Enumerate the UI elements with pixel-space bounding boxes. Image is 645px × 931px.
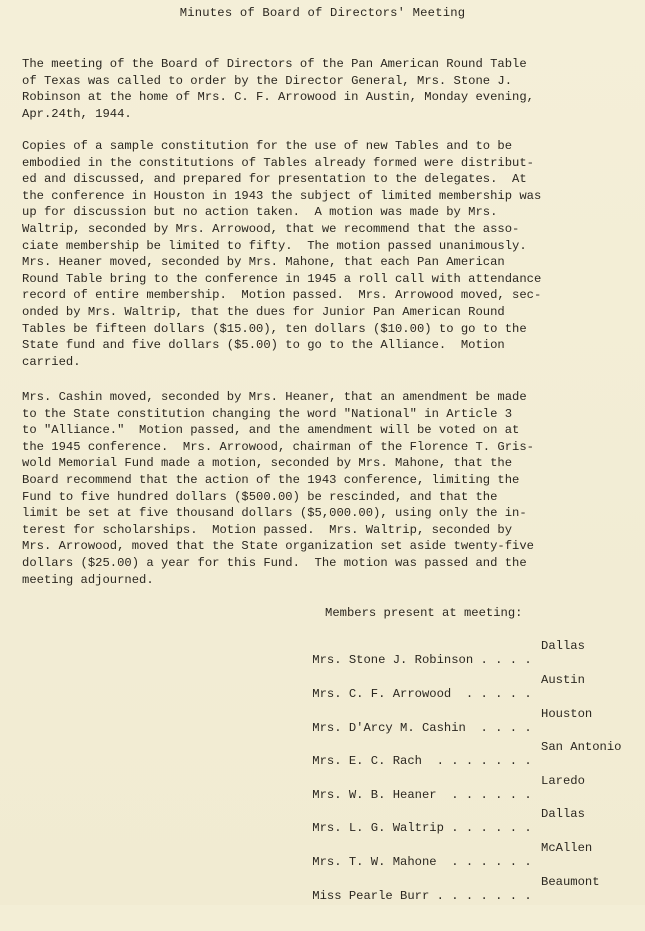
member-city: San Antonio <box>541 740 622 754</box>
member-name: Mrs. D'Arcy M. Cashin <box>312 721 466 735</box>
member-name: Mrs. Stone J. Robinson <box>312 653 474 667</box>
member-name: Mrs. C. F. Arrowood <box>312 687 452 701</box>
leader-dots: . . . . . . . <box>429 889 532 903</box>
leader-dots: . . . . . . <box>436 855 532 869</box>
paragraph-line: Robinson at the home of Mrs. C. F. Arrowood in Austin, Monday evening, <box>22 90 534 105</box>
leader-dots: . . . . . . <box>436 788 532 802</box>
paragraph-line: ed and discussed, and prepared for presentation to the delegates. At <box>22 172 527 187</box>
paragraph-line: The meeting of the Board of Directors of the Pan American Round Table <box>22 57 527 71</box>
member-city: Laredo <box>541 774 585 788</box>
leader-dots: . . . . . . <box>443 821 532 835</box>
paragraph-line: meeting adjourned. <box>22 572 154 587</box>
paragraph-line: the conference in Houston in 1943 the subject of limited membership was <box>22 188 542 203</box>
paragraph-line: wold Memorial Fund made a motion, seconded by Mrs. Mahone, that the <box>22 456 513 471</box>
member-name: Mrs. E. C. Rach <box>312 754 422 768</box>
member-row <box>283 875 643 903</box>
paragraph-line: Fund to five hundred dollars ($500.00) be rescinded, and that the <box>22 489 498 504</box>
member-row <box>283 639 643 667</box>
member-row <box>283 841 643 869</box>
paragraph-line: State fund and five dollars ($5.00) to go to the Alliance. Motion <box>22 338 505 353</box>
paragraph-meeting-opening <box>22 56 622 122</box>
member-row <box>283 673 643 701</box>
paragraph-line: terest for scholarships. Motion passed. Mrs. Waltrip, seconded by <box>22 522 513 537</box>
paragraph-line: Waltrip, seconded by Mrs. Arrowood, that we recommend that the asso- <box>22 221 520 236</box>
paragraph-line: limit be set at five thousand dollars ($5,000.00), using only the in- <box>22 506 527 521</box>
paragraph-line: to the State constitution changing the word "National" in Article 3 <box>22 406 513 421</box>
paragraph-line: record of entire membership. Motion passed. Mrs. Arrowood moved, sec- <box>22 288 542 303</box>
paragraph-line: Board recommend that the action of the 1943 conference, limiting the <box>22 472 520 487</box>
leader-dots: . . . . . <box>451 687 532 701</box>
paragraph-line: of Texas was called to order by the Director General, Mrs. Stone J. <box>22 73 513 88</box>
leader-dots: . . . . <box>473 653 532 667</box>
leader-dots: . . . . . . . <box>421 754 532 768</box>
member-row <box>283 774 643 802</box>
paragraph-line: Apr.24th, 1944. <box>22 106 132 121</box>
paragraph-line: Copies of a sample constitution for the use of new Tables and to be <box>22 139 513 153</box>
member-city: Beaumont <box>541 875 600 889</box>
paragraph-line: ciate membership be limited to fifty. The motion passed unanimously. <box>22 238 527 253</box>
paragraph-line: Round Table bring to the conference in 1945 a roll call with attendance <box>22 271 542 286</box>
paragraph-line: embodied in the constitutions of Tables already formed were distribut- <box>22 155 534 170</box>
member-city: Houston <box>541 707 593 721</box>
paragraph-amendment-motions <box>22 389 622 588</box>
member-city: McAllen <box>541 841 593 855</box>
member-city: Austin <box>541 673 585 687</box>
paragraph-constitution-motions <box>22 138 622 370</box>
member-name: Mrs. L. G. Waltrip <box>312 821 444 835</box>
member-row <box>283 740 643 768</box>
paragraph-line: up for discussion but no action taken. A motion was made by Mrs. <box>22 205 498 220</box>
paragraph-line: Mrs. Heaner moved, seconded by Mrs. Mahone, that each Pan American <box>22 255 505 270</box>
member-city: Dallas <box>541 639 585 653</box>
member-name: Mrs. T. W. Mahone <box>312 855 437 869</box>
paragraph-line: the 1945 conference. Mrs. Arrowood, chairman of the Florence T. Gris- <box>22 439 534 454</box>
member-city: Dallas <box>541 807 585 821</box>
members-heading: Members present at meeting: <box>325 606 523 620</box>
member-name: Mrs. W. B. Heaner <box>312 788 437 802</box>
document-title: Minutes of Board of Directors' Meeting <box>179 6 466 20</box>
paragraph-line: carried. <box>22 354 81 369</box>
paragraph-line: Mrs. Arrowood, moved that the State organization set aside twenty-five <box>22 539 534 554</box>
paragraph-line: dollars ($25.00) a year for this Fund. The motion was passed and the <box>22 555 527 570</box>
paragraph-line: Tables be fifteen dollars ($15.00), ten dollars ($10.00) to go to the <box>22 321 527 336</box>
member-name: Miss Pearle Burr <box>312 889 430 903</box>
member-row <box>283 707 643 735</box>
paragraph-line: onded by Mrs. Waltrip, that the dues for Junior Pan American Round <box>22 304 505 319</box>
member-row <box>283 807 643 835</box>
paragraph-line: Mrs. Cashin moved, seconded by Mrs. Heaner, that an amendment be made <box>22 390 527 404</box>
paragraph-line: to "Alliance." Motion passed, and the amendment will be voted on at <box>22 423 520 438</box>
leader-dots: . . . . <box>465 721 532 735</box>
